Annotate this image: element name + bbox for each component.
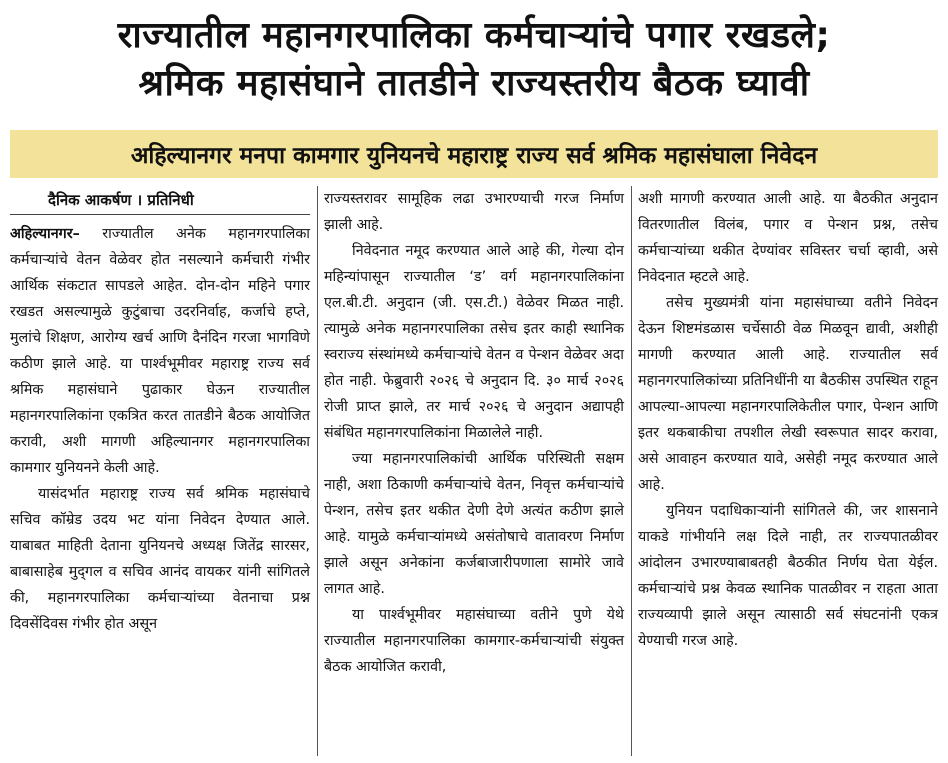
headline [0,0,948,108]
paragraph: तसेच मुख्यमंत्री यांना महासंघाच्या वतीने निवेदन देऊन शिष्टमंडळास चर्चेसाठी वेळ मिळवून द्यावी, अशीही मागणी करण्यात आली आहे. राज्यातील सर्व महानगरपालिकांच्या प्रतिनिधींनी या बैठकीस उपस्थित राहून आपल्या-आपल्या महानगरपालिकेतील पगार, पेन्शन आणि इतर थकबाकीचा तपशील लेखी स्वरूपात सादर करावा, असे आवाहन करण्यात यावे, असेही नमूद करण्यात आले आहे. [638,295,938,493]
paragraph [10,221,310,481]
paragraph: राज्यस्तरावर सामूहिक लढा उभारण्याची गरज निर्माण झाली आहे. [324,191,624,233]
column-divider [317,186,318,756]
headline-line-2: श्रमिक महासंघाने तातडीने राज्यस्तरीय बैठक घ्यावी [138,63,810,104]
paragraph-text: राज्यातील अनेक महानगरपालिका कर्मचाऱ्यांचे वेतन वेळेवर होत नसल्याने कर्मचारी गंभीर आर्थिक संकटात सापडले आहेत. दोन-दोन महिने पगार रखडत असल्यामुळे कुटुंबाचा उदरनिर्वाह, कर्जाचे हप्ते, मुलांचे शिक्षण, आरोग्य खर्च आणि दैनंदिन गरजा भागविणे कठीण झाले आहे. या पार्श्वभूमीवर महाराष्ट्र राज्य सर्व श्रमिक महासंघाने पुढाकार घेऊन राज्यातील महानगरपालिकांना एकत्रित करत तातडीने बैठक आयोजित करावी, अशी मागणी अहिल्यानगर महानगरपालिका कामगार युनियनने केली आहे. [10,226,310,476]
subheadline-band [10,130,938,178]
subheadline: अहिल्यानगर मनपा कामगार युनियनचे महाराष्ट्र राज्य सर्व श्रमिक महासंघाला निवेदन [130,143,818,169]
paragraph: अशी मागणी करण्यात आली आहे. या बैठकीत अनुदान वितरणातील विलंब, पगार व पेन्शन प्रश्न, तसेच कर्मचाऱ्यांच्या थकीत देण्यांवर सविस्तर चर्चा व्हावी, असे निवेदनात म्हटले आहे. [638,191,938,285]
column-2 [324,186,624,756]
paragraph: यासंदर्भात महाराष्ट्र राज्य सर्व श्रमिक महासंघाचे सचिव कॉम्रेड उदय भट यांना निवेदन देण्यात आले. याबाबत माहिती देताना युनियनचे अध्यक्ष जितेंद्र सारसर, बाबासाहेब मुद्‌गल व सचिव आनंद वायकर यांनी सांगितले की, महानगरपालिका कर्मचाऱ्यांच्या वेतनाचा प्रश्न दिवसेंदिवस गंभीर होत असून [10,486,310,632]
column-divider [631,186,632,756]
dateline: अहिल्यानगर– [10,226,80,242]
article-body [10,186,938,756]
column-3 [638,186,938,756]
byline: दैनिक आकर्षण । प्रतिनिधी [48,191,194,209]
paragraph: ज्या महानगरपालिकांची आर्थिक परिस्थिती सक्षम नाही, अशा ठिकाणी कर्मचाऱ्यांचे वेतन, निवृत्त कर्मचाऱ्यांचे पेन्शन, तसेच इतर थकीत देणी देणे अत्यंत कठीण झाले आहे. यामुळे कर्मचाऱ्यांमध्ये असंतोषाचे वातावरण निर्माण झाले असून अनेकांना कर्जबाजारीपणाला सामोरे जावे लागत आहे. [324,451,624,597]
paragraph: निवेदनात नमूद करण्यात आले आहे की, गेल्या दोन महिन्यांपासून राज्यातील ‘ड’ वर्ग महानगरपालिकांना एल.बी.टी. अनुदान (जी. एस.टी.) वेळेवर मिळत नाही. त्यामुळे अनेक महानगरपालिका तसेच इतर काही स्थानिक स्वराज्य संस्थांमध्ये कर्मचाऱ्यांचे वेतन व पेन्शन वेळेवर अदा होत नाही. फेब्रुवारी २०२६ चे अनुदान दि. ३० मार्च २०२६ रोजी प्राप्त झाले, तर मार्च २०२६ चे अनुदान अद्यापही संबंधित महानगरपालिकांना मिळालेले नाही. [324,243,624,441]
paragraph: या पार्श्वभूमीवर महासंघाच्या वतीने पुणे येथे राज्यातील महानगरपालिका कामगार-कर्मचाऱ्यांची संयुक्त बैठक आयोजित करावी, [324,607,624,675]
byline-divider [10,214,310,215]
paragraph: युनियन पदाधिकाऱ्यांनी सांगितले की, जर शासनाने याकडे गांभीर्याने लक्ष दिले नाही, तर राज्यपातळीवर आंदोलन उभारण्याबाबतही बैठकीत निर्णय घेता येईल. कर्मचाऱ्यांचे प्रश्न केवळ स्थानिक पातळीवर न राहता आता राज्यव्यापी झाले असून त्यासाठी सर्व संघटनांनी एकत्र येण्याची गरज आहे. [638,503,938,649]
headline-line-1: राज्यातील महानगरपालिका कर्मचाऱ्यांचे पगार रखडले; [117,15,831,56]
column-1 [10,186,310,756]
